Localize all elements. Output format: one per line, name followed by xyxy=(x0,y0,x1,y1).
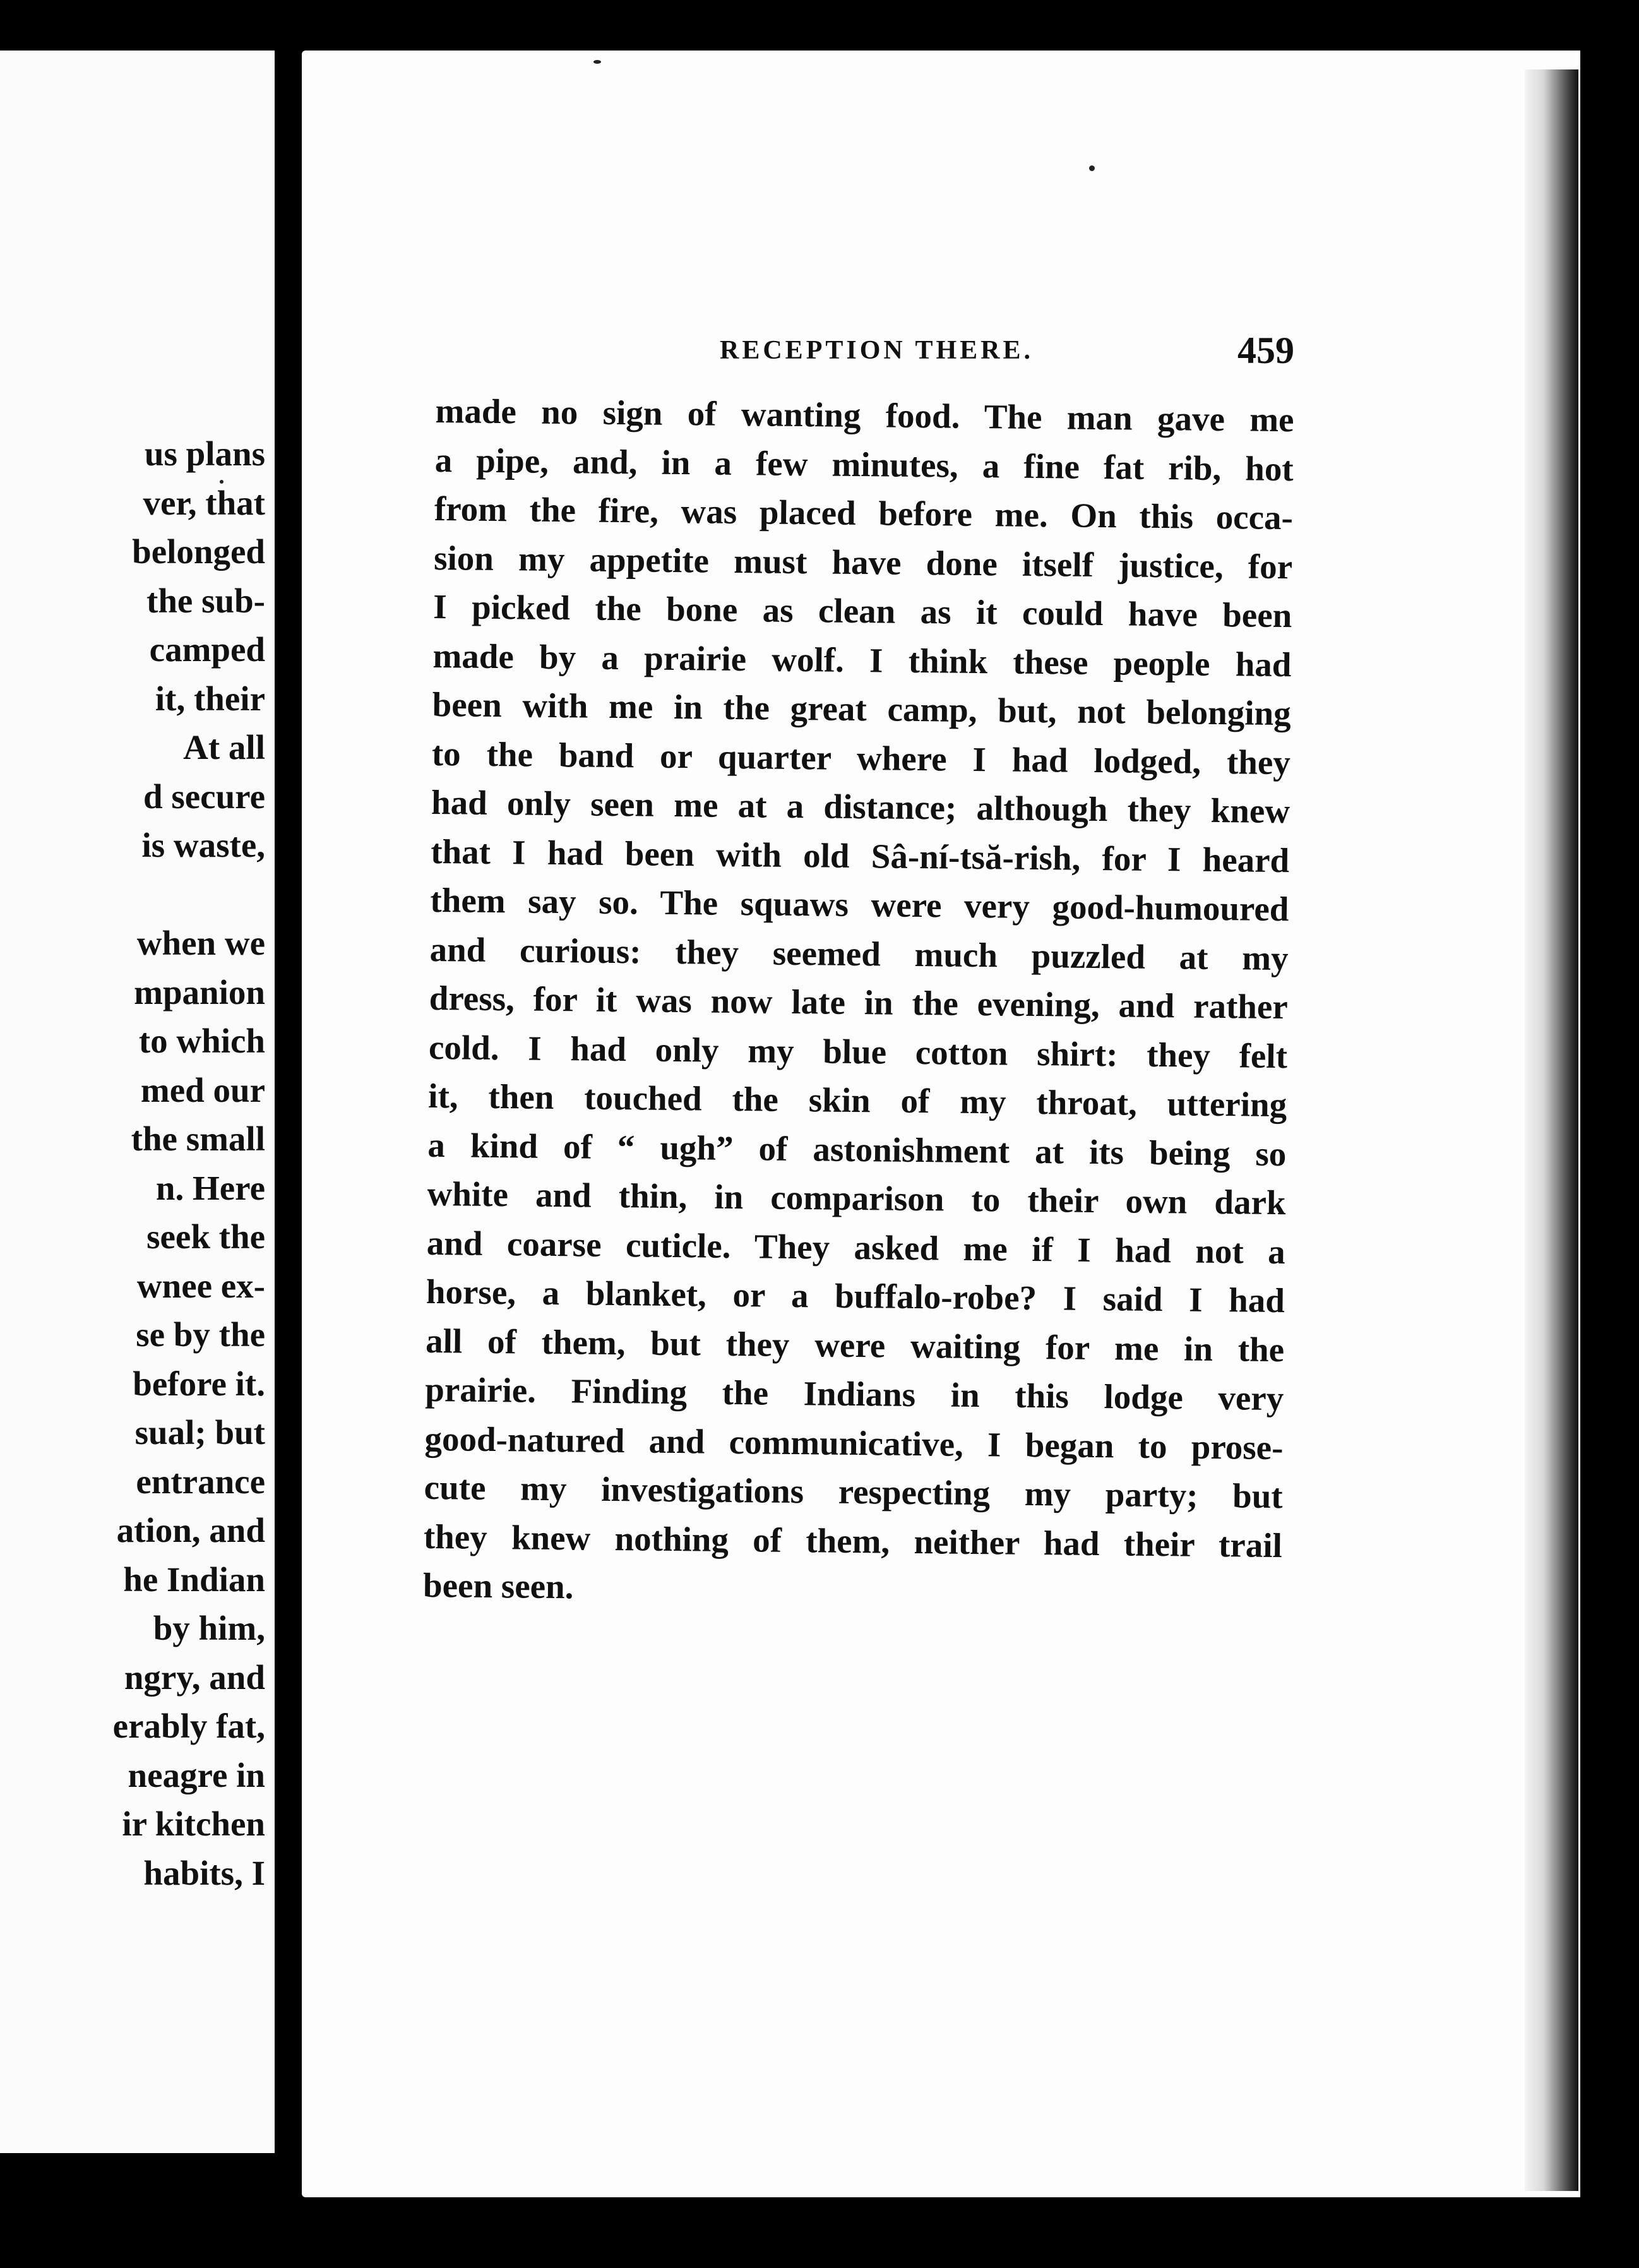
previous-page-text xyxy=(0,429,265,1897)
text-line: had only seen me at a distance; although they knew xyxy=(431,782,1290,831)
text-line: to which xyxy=(138,1022,265,1060)
text-line: ngry, and xyxy=(124,1657,265,1697)
text-line: cute my investigations respecting my party; but xyxy=(424,1467,1283,1516)
text-line: been with me in the great camp, but, not belonging xyxy=(432,684,1291,733)
text-line: ation, and xyxy=(116,1511,265,1549)
text-line: he Indian xyxy=(123,1560,265,1599)
text-line: that I had been with old Sâ-ní-tsă-rish, for I heard xyxy=(430,832,1290,880)
previous-page-fragment xyxy=(0,51,275,2153)
text-line: all of them, but they were waiting for me in the xyxy=(425,1321,1285,1369)
text-line: sual; but xyxy=(134,1413,265,1452)
dust-speck xyxy=(593,60,601,64)
text-line: from the fire, was placed before me. On this occa- xyxy=(434,489,1294,537)
text-line: is waste, xyxy=(141,826,265,864)
text-line: habits, I xyxy=(143,1853,265,1892)
text-line: sion my appetite must have done itself justice, for xyxy=(433,538,1293,586)
text-line: before it. xyxy=(133,1364,265,1403)
text-line: cold. I had only my blue cotton shirt: they felt xyxy=(428,1027,1288,1075)
text-line: made no sign of wanting food. The man gave me xyxy=(435,391,1294,439)
text-line: and curious: they seemed much puzzled at my xyxy=(429,929,1289,977)
text-line: a pipe, and, in a few minutes, a fine fat rib, hot xyxy=(434,440,1294,488)
running-header xyxy=(720,328,1294,373)
text-line: med our xyxy=(140,1070,265,1109)
text-line: prairie. Finding the Indians in this lodge very xyxy=(425,1370,1284,1418)
text-line: them say so. The squaws were very good-humoured xyxy=(430,880,1289,929)
text-line: the sub- xyxy=(146,581,265,620)
text-line: been seen. xyxy=(422,1565,574,1606)
text-line: neagre in xyxy=(128,1755,265,1794)
text-line: horse, a blanket, or a buffalo-robe? I said I had xyxy=(426,1272,1285,1320)
text-line: camped xyxy=(149,630,265,669)
text-line: At all xyxy=(183,728,265,767)
text-line: it, then touched the skin of my throat, uttering xyxy=(427,1076,1287,1125)
text-line: seek the xyxy=(146,1217,265,1256)
text-line: wnee ex- xyxy=(136,1266,265,1305)
text-line: entrance xyxy=(136,1462,265,1501)
text-line: ir kitchen xyxy=(122,1805,265,1843)
text-line: made by a prairie wolf. I think these people had xyxy=(432,636,1292,684)
dust-speck xyxy=(220,480,224,484)
text-line: us plans xyxy=(144,434,265,473)
text-line: I picked the bone as clean as it could have been xyxy=(433,587,1292,635)
text-line: when we xyxy=(136,924,265,962)
text-line: and coarse cuticle. They asked me if I had not a xyxy=(426,1223,1286,1271)
text-line: the small xyxy=(131,1119,265,1158)
text-line: ver, that xyxy=(143,483,265,522)
text-line: d secure xyxy=(143,777,265,816)
text-line: erably fat, xyxy=(112,1707,265,1745)
page-number: 459 xyxy=(1237,330,1294,371)
running-head-title: RECEPTION THERE. xyxy=(720,336,1034,365)
text-line: mpanion xyxy=(134,972,265,1012)
page-edge-shadow xyxy=(1525,69,1578,2191)
text-line: good-natured and communicative, I began to prose- xyxy=(424,1419,1284,1467)
text-line: belonged xyxy=(132,532,265,571)
text-line: n. Here xyxy=(155,1168,265,1207)
text-line: white and thin, in comparison to their own dark xyxy=(427,1174,1286,1222)
body-text xyxy=(423,386,1294,1619)
text-line: they knew nothing of them, neither had their trail xyxy=(423,1517,1283,1565)
text-line: a kind of “ ugh” of astonishment at its being so xyxy=(427,1125,1287,1173)
text-line xyxy=(0,870,265,919)
text-line: dress, for it was now late in the evening, and rather xyxy=(429,978,1289,1027)
text-line: it, their xyxy=(155,679,265,718)
text-line: se by the xyxy=(136,1315,265,1354)
text-line: to the band or quarter where I had lodged, they xyxy=(431,734,1291,782)
text-line: by him, xyxy=(153,1609,265,1647)
dust-speck xyxy=(1089,165,1095,171)
